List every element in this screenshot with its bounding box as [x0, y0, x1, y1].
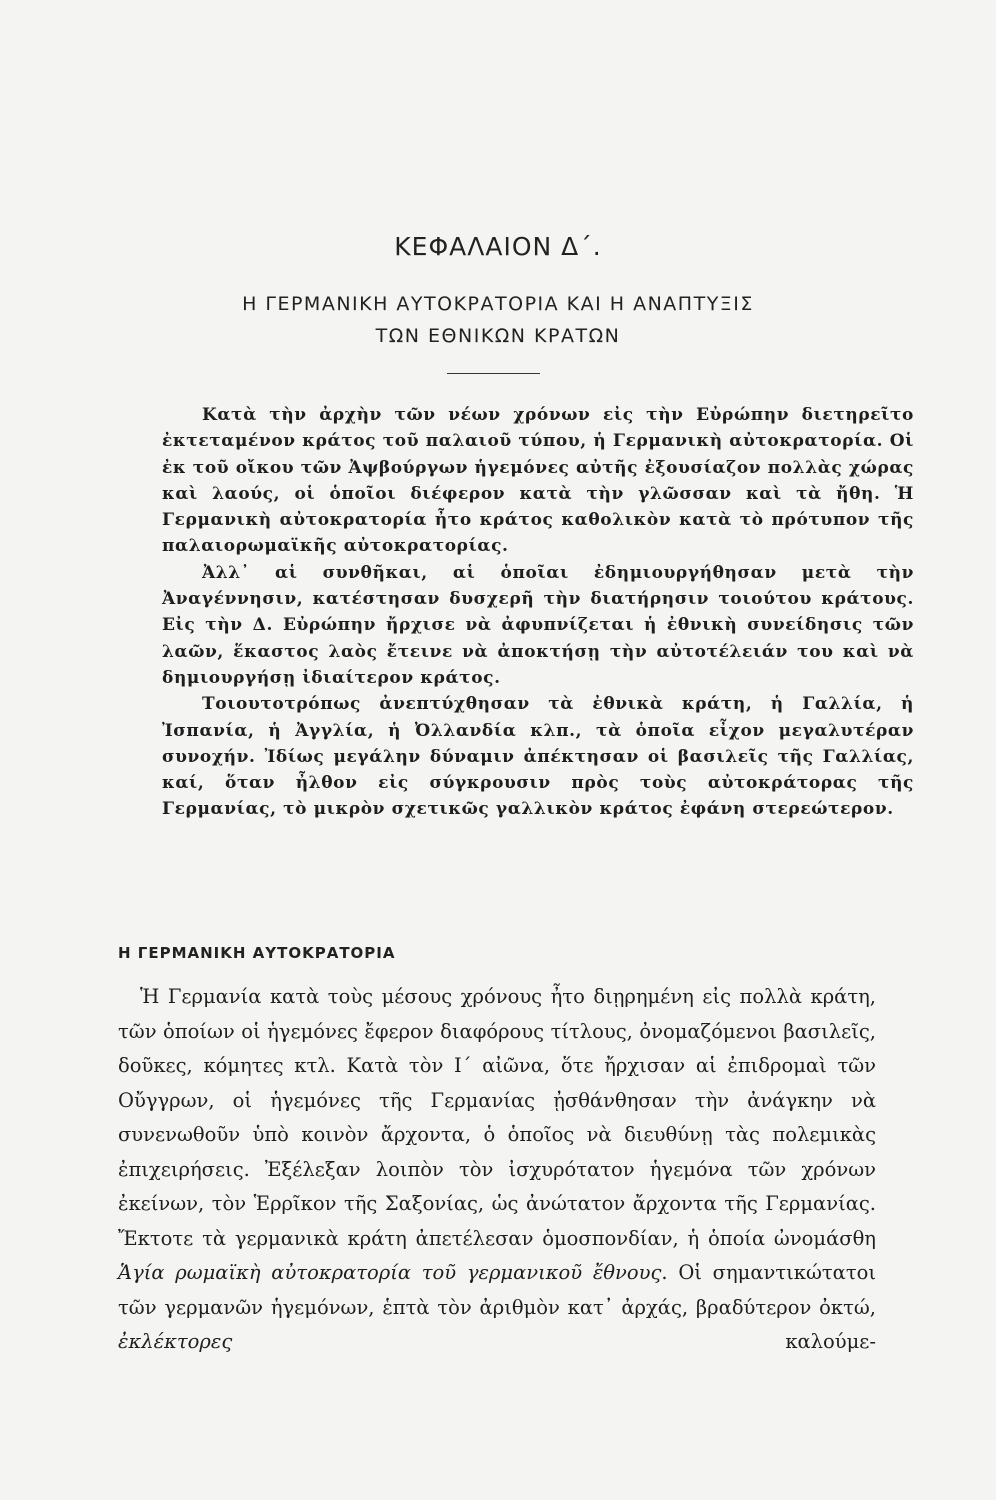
intro-paragraph-2: Ἀλλ᾿ αἱ συνθῆκαι, αἱ ὁποῖαι ἐδημιουργήθησαν μετὰ τὴν Ἀναγέννησιν, κατέστησαν δυσχερῆ τὴν διατήρησιν τοιούτου κράτους. Εἰς τὴν Δ. Εὐρώπην ἤρχισε νὰ ἀφυπνίζεται ἡ ἐθνικὴ συνείδησις τῶν λαῶν, ἕκαστος λαὸς ἔτεινε νὰ ἀποκτήσῃ τὴν αὐτοτέλειάν του καὶ νὰ δημιουργήσῃ ἰδιαίτερον κράτος.	[162, 562, 914, 688]
body-italic-term-1: Ἁγία ρωμαϊκὴ αὐτοκρατορία τοῦ γερμανικοῦ ἔθνους	[118, 1261, 662, 1284]
intro-summary	[162, 402, 914, 823]
chapter-heading: ΚΕΦΑΛΑΙΟΝ Δ΄.	[394, 232, 602, 261]
intro-paragraph-1: Κατὰ τὴν ἀρχὴν τῶν νέων χρόνων εἰς τὴν Εὐρώπην διετηρεῖτο ἐκτεταμένον κράτος τοῦ παλαιοῦ τύπου, ἡ Γερμανικὴ αὐτοκρατορία. Οἱ ἐκ τοῦ οἴκου τῶν Ἀψβούργων ἡγεμόνες αὐτῆς ἐξουσίαζον πολλὰς χώρας καὶ λαούς, οἱ ὁποῖοι διέφερον κατὰ τὴν γλῶσσαν καὶ τὰ ἤθη. Ἡ Γερμανικὴ αὐτοκρατορία ἦτο κράτος καθολικὸν κατὰ τὸ πρότυπον τῆς παλαιορωμαϊκῆς αὐτοκρατορίας.	[162, 405, 914, 557]
body-paragraph	[118, 980, 876, 1360]
intro-paragraph-3: Τοιουτοτρόπως ἀνεπτύχθησαν τὰ ἐθνικὰ κράτη, ἡ Γαλλία, ἡ Ἰσπανία, ἡ Ἀγγλία, ἡ Ὀλλανδία κλπ., τὰ ὁποῖα εἶχον μεγαλυτέραν συνοχήν. Ἰδίως μεγάλην δύναμιν ἀπέκτησαν οἱ βασιλεῖς τῆς Γαλλίας, καί, ὅταν ἦλθον εἰς σύγκρουσιν πρὸς τοὺς αὐτοκράτορας τῆς Γερμανίας, τὸ μικρὸν σχετικῶς γαλλικὸν κράτος ἐφάνη στερεώτερον.	[162, 694, 914, 820]
body-text-2: . Οἱ σημαντικώτατοι τῶν γερμανῶν ἡγεμόνων, ἑπτὰ τὸν ἀριθμὸν κατ᾿ ἀρχάς, βραδύτερον ὀκτώ,	[118, 1261, 876, 1319]
body-text-1: Ἡ Γερμανία κατὰ τοὺς μέσους χρόνους ἦτο διῃρημένη εἰς πολλὰ κράτη, τῶν ὁποίων οἱ ἡγεμόνες ἔφερον διαφόρους τίτλους, ὀνομαζόμενοι βασιλεῖς, δοῦκες, κόμητες κτλ. Κατὰ τὸν Ι΄ αἰῶνα, ὅτε ἤρχισαν αἱ ἐπιδρομαὶ τῶν Οὔγγρων, οἱ ἡγεμόνες τῆς Γερμανίας ᾐσθάνθησαν τὴν ἀνάγκην νὰ συνενωθοῦν ὑπὸ κοινὸν ἄρχοντα, ὁ ὁποῖος νὰ διευθύνῃ τὰς πολεμικὰς ἐπιχειρήσεις. Ἐξέλεξαν λοιπὸν τὸν ἰσχυρότατον ἡγεμόνα τῶν χρόνων ἐκείνων, τὸν Ἑρρῖκον τῆς Σαξονίας, ὡς ἀνώτατον ἄρχοντα τῆς Γερμανίας. Ἔκτοτε τὰ γερμανικὰ κράτη ἀπετέλεσαν ὁμοσπονδίαν, ἡ ὁποία ὠνομάσθη	[118, 985, 876, 1250]
section-heading: Η ΓΕΡΜΑΝΙΚΗ ΑΥΤΟΚΡΑΤΟΡΙΑ	[118, 944, 396, 962]
body-text-3: καλούμε-	[232, 1330, 876, 1353]
title-divider	[447, 373, 540, 374]
section-body	[118, 980, 876, 1360]
chapter-title-line-2: ΤΩΝ ΕΘΝΙΚΩΝ ΚΡΑΤΩΝ	[375, 325, 621, 347]
chapter-title-line-1: Η ΓΕΡΜΑΝΙΚΗ ΑΥΤΟΚΡΑΤΟΡΙΑ ΚΑΙ Η ΑΝΑΠΤΥΞΙΣ	[242, 293, 754, 315]
body-italic-term-2: ἐκλέκτορες	[118, 1330, 233, 1353]
